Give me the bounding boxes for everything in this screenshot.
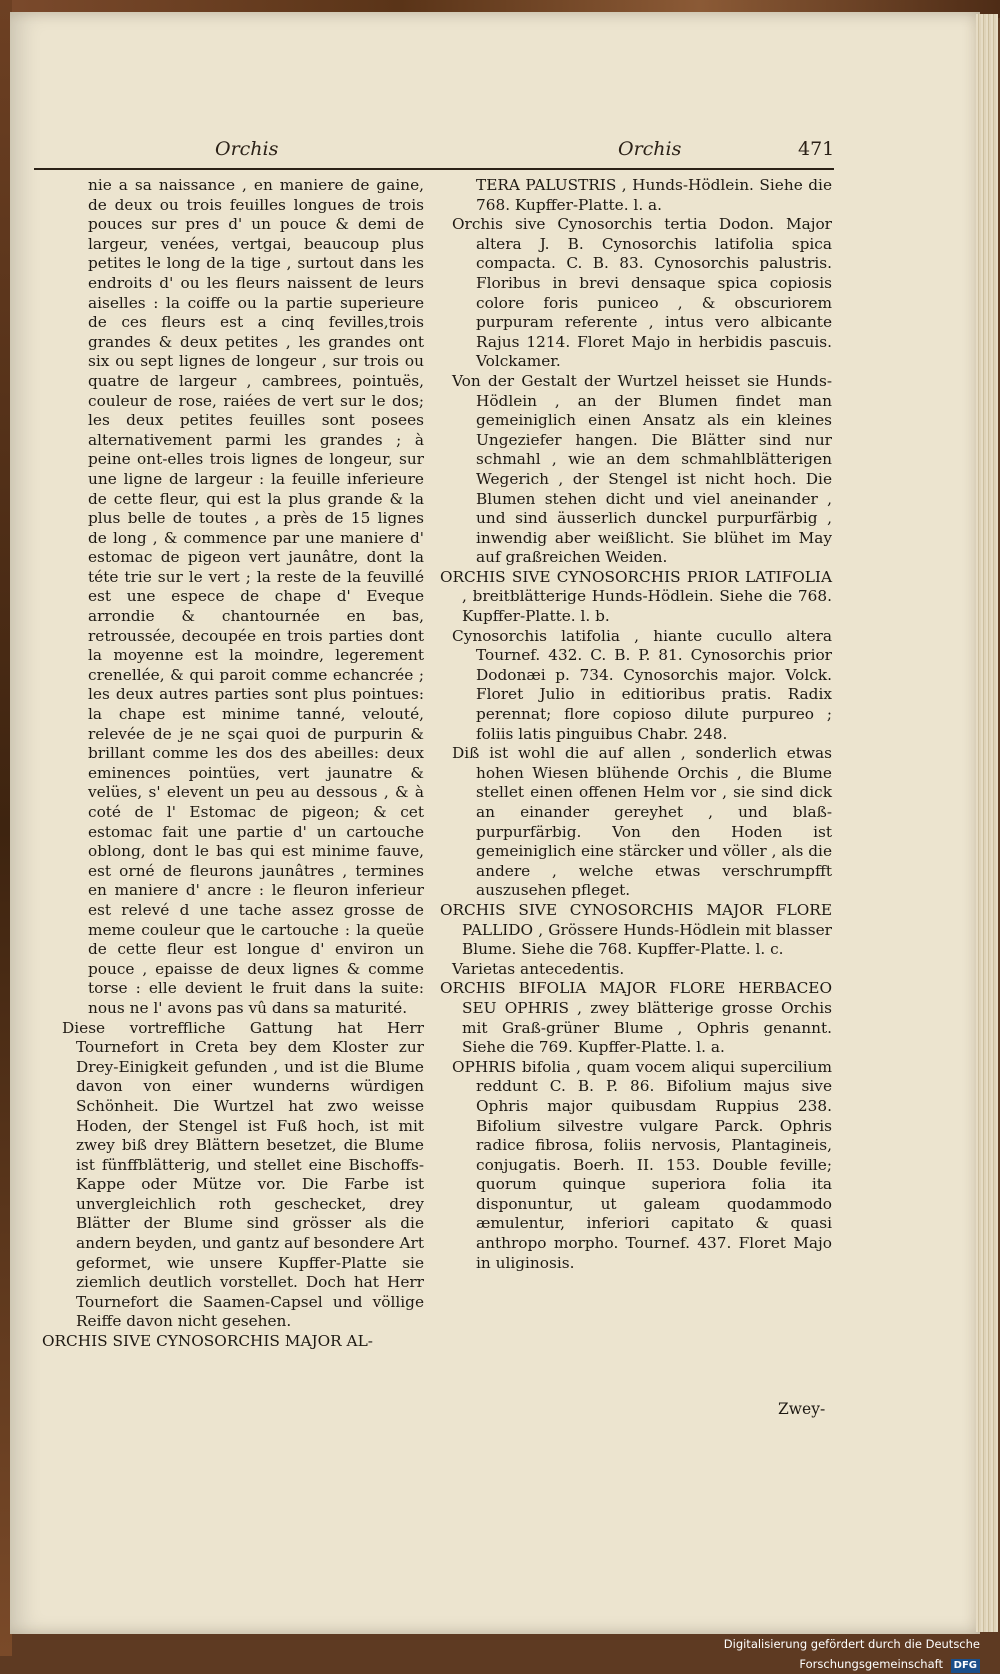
paragraph: ORCHIS SIVE CYNOSORCHIS MAJOR AL- [42, 1332, 373, 1351]
paragraph: ORCHIS SIVE CYNOSORCHIS MAJOR FLORE PALLIDO , Grössere Hunds-Hödlein mit blasser Blume. Siehe die 768. Kupffer-Platte. l. c. [440, 900, 832, 959]
left-column [42, 176, 424, 1352]
paragraph: Diß ist wohl die auf allen , sonderlich etwas hohen Wiesen blühende Orchis , die Blume stellet einen offenen Helm vor , sie sind dick an einander gereyhet , und blaß-purpurfärbig. Von den Hoden ist gemeiniglich eine stärcker und völler , als die andere , welche etwas verschrumpfft auszusehen pfleget. [452, 744, 832, 900]
dfg-logo-badge: DFG [951, 1659, 980, 1673]
page-edge-stack [976, 14, 998, 1632]
right-column [440, 176, 832, 1273]
paragraph: Varietas antecedentis. [452, 959, 625, 978]
paragraph: Cynosorchis latifolia , hiante cucullo altera Tournef. 432. C. B. P. 81. Cynosorchis prior Dodonæi p. 734. Cynosorchis major. Volck. Floret Julio in editioribus pratis. Radix perennat; flore copioso dilute purpureo ; foliis latis pinguibus Chabr. 248. [452, 626, 832, 743]
running-header [30, 132, 835, 164]
paragraph: Von der Gestalt der Wurtzel heisset sie Hunds-Hödlein , an der Blumen findet man gemeiniglich einen Ansatz als ein kleines Ungeziefer hangen. Die Blätter sind nur schmahl , wie an dem schmahlblätterigen Wegerich , der Stengel ist nicht hoch. Die Blumen stehen dicht und viel aneinander , und sind äusserlich dunckel purpurfärbig , inwendig aber weißlicht. Sie blühet im May auf graßreichen Weiden. [452, 371, 832, 567]
credit-text: Digitalisierung gefördert durch die Deutsche Forschungsgemeinschaft [723, 1637, 980, 1671]
paragraph: ORCHIS BIFOLIA MAJOR FLORE HERBACEO SEU OPHRIS , zwey blätterige grosse Orchis mit Graß-grüner Blume , Ophris genannt. Siehe die 769. Kupffer-Platte. l. a. [440, 979, 832, 1057]
header-right-title: Orchis [618, 138, 682, 160]
catchword: Zwey- [778, 1400, 826, 1418]
paragraph: Diese vortreffliche Gattung hat Herr Tournefort in Creta bey dem Kloster zur Drey-Einigkeit gefunden , und ist die Blume davon von einer wunderns würdigen Schönheit. Die Wurtzel hat zwo weisse Hoden, der Stengel ist Fuß hoch, ist mit zwey biß drey Blättern besetzet, die Blume ist fünffblätterig, und stellet eine Bischoffs-Kappe oder Mütze vor. Die Farbe ist unvergleichlich roth geschecket, drey Blätter der Blume sind grösser als die andern beyden, und gantz auf besondere Art geformet, wie unsere Kupffer-Platte sie ziemlich deutlich vorstellet. Doch hat Herr Tournefort die Saamen-Capsel und völlige Reiffe davon nicht gesehen. [62, 1018, 424, 1331]
header-rule [34, 168, 834, 170]
paragraph: ORCHIS SIVE CYNOSORCHIS PRIOR LATIFOLIA , breitblätterige Hunds-Hödlein. Siehe die 768. Kupffer-Platte. l. b. [440, 567, 832, 626]
paragraph: Orchis sive Cynosorchis tertia Dodon. Major altera J. B. Cynosorchis latifolia spica compacta. C. B. 83. Cynosorchis palustris. Floribus in brevi densaque spica copiosis colore foris puniceo , & obscuriorem purpuram referente , intus vero albicante Rajus 1214. Floret Majo in herbidis pascuis. Volckamer. [452, 215, 832, 371]
digitization-credit [580, 1634, 980, 1671]
paragraph: OPHRIS bifolia , quam vocem aliqui supercilium reddunt C. B. P. 86. Bifolium majus sive Ophris major quibusdam Ruppius 238. Bifolium silvestre vulgare Parck. Ophris radice fibrosa, foliis nervosis, Plantagineis, conjugatis. Boerh. II. 153. Double feville; quorum quinque superiora folia ita disponuntur, ut galeam quodammodo æmulentur, inferiori capitato & quasi anthropo morpho. Tournef. 437. Floret Majo in uliginosis. [452, 1057, 832, 1272]
page-number: 471 [798, 138, 835, 160]
paragraph: TERA PALUSTRIS , Hunds-Hödlein. Siehe die 768. Kupffer-Platte. l. a. [476, 176, 832, 214]
header-left-title: Orchis [215, 138, 279, 160]
paragraph: nie a sa naissance , en maniere de gaine, de deux ou trois feuilles longues de trois pouces sur pres d' un pouce & demi de largeur, venées, vertgai, beaucoup plus petites le long de la tige , surtout dans les endroits d' ou les fleurs naissent de leurs aiselles : la coiffe ou la partie superieure de ces fleurs est a cinq fevilles,trois grandes & deux petites , les grandes ont six ou sept lignes de longeur , sur trois ou quatre de largeur , cambrees, pointuës, couleur de rose, raiées de vert sur le dos; les deux petites feuilles sont posees alternativement parmi les grandes ; à peine ont-elles trois lignes de longeur, sur une ligne de largeur : la feuille inferieure de cette fleur, qui est la plus grande & la plus belle de toutes , a près de 15 lignes de long , & commence par une maniere d' estomac de pigeon vert jaunâtre, dont la téte trie sur le vert ; la reste de la feuvillé est une espece de chape d' Eveque arrondie & chantournée en bas, retroussée, decoupée en trois parties dont la moyenne est la moindre, legerement crenellée, & qui paroit comme echancrée ; les deux autres parties sont plus pointues: la chape est minime tanné, velouté, relevée de je ne sçai quoi de purpurin & brillant comme les dos des abeilles: deux eminences pointües, vert jaunatre & velües, s' elevent un peu au dessous , & à coté de l' Estomac de pigeon; & cet estomac fait une partie d' un cartouche oblong, dont le bas qui est minime fauve, est orné de fleurons jaunâtres , termines en maniere d' ancre : le fleuron inferieur est relevé d une tache assez grosse de meme couleur que le cartouche : la queüe de cette fleur est longue d' environ un pouce , epaisse de deux lignes & comme torse : elle devient le fruit dans la suite: nous ne l' avons pas vû dans sa maturité. [88, 176, 424, 1017]
